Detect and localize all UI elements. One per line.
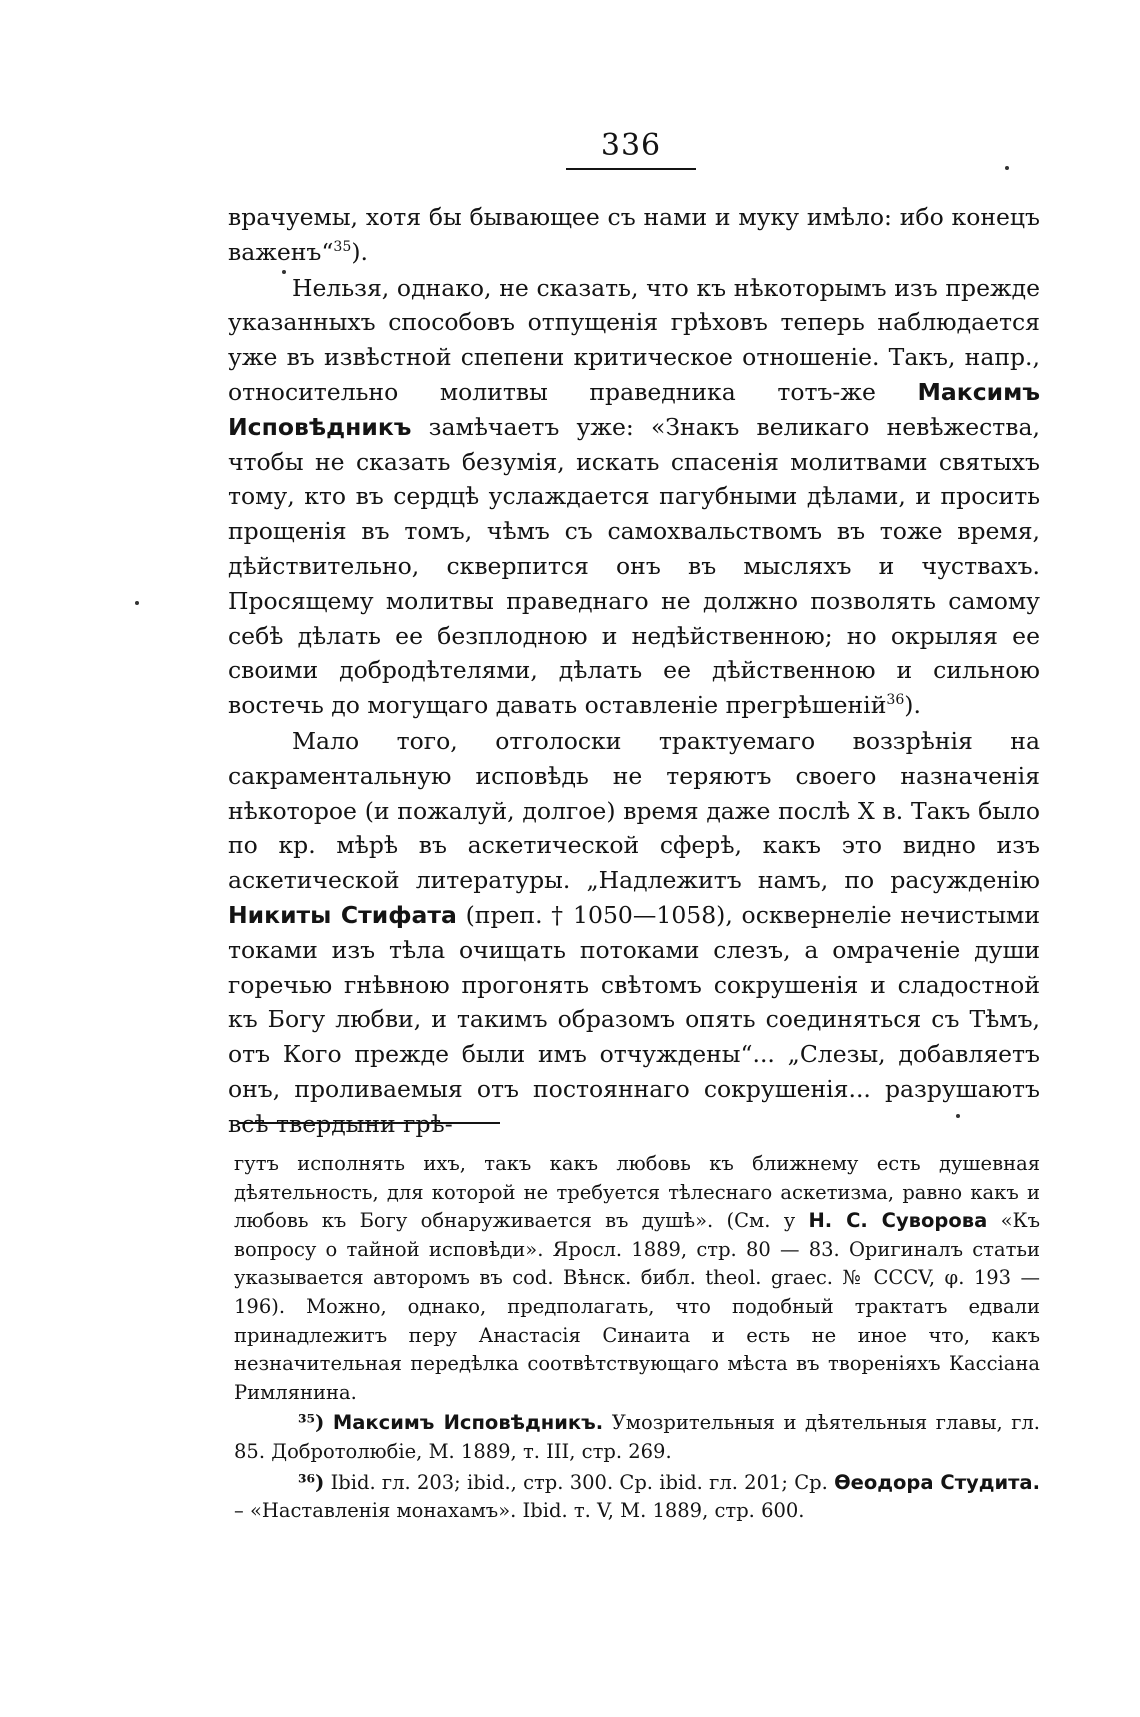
paragraph-1-tail: ).: [351, 237, 368, 266]
paragraph-1: [228, 200, 1040, 270]
paragraph-1-text: врачуемы, хотя бы бывающее съ нами и муку имѣло: ибо конецъ важенъ“: [228, 203, 1040, 266]
main-text: [228, 200, 1040, 1142]
paragraph-3: [228, 724, 1040, 1142]
footnote-35-author: Максимъ Исповѣдникъ.: [332, 1411, 604, 1435]
author-name-suvorov: Н. С. Суворова: [808, 1209, 988, 1233]
paragraph-3-text-a: Мало того, отголоски трактуемаго воззрѣнія на сакраментальную исповѣдь не теряютъ своего назначенія нѣкоторое (и пожалуй, долгое) время даже послѣ X в. Такъ было по кр. мѣрѣ въ аскетической сферѣ, какъ это видно изъ аскетической литературы. „Надлежитъ намъ, по расужденію: [228, 726, 1040, 895]
footnote-ref-36: 36: [886, 692, 905, 709]
page-number: 336: [600, 128, 662, 163]
paragraph-2-text-b: замѣчаетъ уже: «Знакъ великаго невѣжества, чтобы не сказать безумія, искать спасенія молитвами святыхъ тому, кто въ сердцѣ услаждается пагубными дѣлами, и просить прощенія въ томъ, чѣмъ съ самохвальствомъ въ тоже время, дѣйствительно, скверпится онъ въ мысляхъ и чуствахъ. Просящему молитвы праведнаго не должно позволять самому себѣ дѣлать ее безплодною и недѣйственною; но окрыляя ее своими добродѣтелями, дѣлать ее дѣйственною и сильною востечь до могущаго давать оставленіе прегрѣшеній: [228, 412, 1040, 720]
footnote-36-text-b: – «Наставленія монахамъ». Ibid. т. V, М. 1889, стр. 600.: [234, 1499, 805, 1523]
footnote-continuation-text-b: «Къ вопросу о тайной исповѣди». Яросл. 1889, стр. 80 — 83. Оригиналъ статьи указывается авторомъ въ cod. Вѣнск. библ. theol. graec. № CCCV, φ. 193 —196). Можно, однако, предполагать, что подобный трактатъ едвали принадлежитъ перу Анастасія Синаита и есть не иное что, какъ незначительная передѣлка соотвѣтствующаго мѣста въ твореніяхъ Кассіана Римлянина.: [234, 1209, 1041, 1404]
footnote-36-text-a: Ibid. гл. 203; ibid., стр. 300. Ср. ibid. гл. 201; Ср.: [330, 1470, 828, 1494]
footnote-35-mark: ³⁵): [298, 1411, 325, 1435]
scan-speck: [282, 270, 286, 274]
footnote-continuation-text-a: гутъ исполнять ихъ, такъ какъ любовь къ ближнему есть душевная дѣятельность, для которой не требуется тѣлеснаго аскетизма, равно какъ и любовь къ Богу обнаруживается въ душѣ». (См. у: [234, 1152, 1040, 1233]
footnote-36-author: Ѳеодора Студита.: [834, 1470, 1040, 1494]
paragraph-3-text-b: (преп. † 1050—1058), осквернеліе нечистыми токами изъ тѣла очищать потоками слезъ, а омраченіе души горечью гнѣвною прогонять свѣтомъ сокрушенія и сладостной къ Богу любви, и такимъ образомъ опять соединяться съ Тѣмъ, отъ Кого прежде были имъ отчуждены“... „Слезы, добавляетъ онъ, проливаемыя отъ постояннаго сокрушенія... разрушаютъ всѣ твердыни грѣ-: [228, 900, 1040, 1138]
footnote-35-text: Умозрительныя и дѣятельныя главы, гл. 85. Добротолюбіе, М. 1889, т. III, стр. 269.: [234, 1411, 1040, 1463]
author-name-nikita: Никиты Стифата: [228, 900, 457, 929]
scan-speck: [956, 1114, 960, 1118]
footnote-35: [234, 1409, 1040, 1466]
page-number-rule: [566, 168, 696, 170]
paragraph-2-tail: ).: [904, 691, 921, 720]
paragraph-2: [228, 271, 1040, 723]
footnote-rule: [238, 1122, 500, 1124]
footnote-continuation: [234, 1150, 1040, 1407]
author-name-maximus: Максимъ Исповѣдникъ: [228, 377, 1040, 441]
scan-speck: [1005, 166, 1009, 170]
footnote-36-mark: ³⁶): [298, 1470, 325, 1494]
footnotes: [234, 1150, 1040, 1526]
footnote-36: [234, 1469, 1040, 1526]
scan-speck: [135, 601, 139, 605]
footnote-ref-35: 35: [333, 238, 352, 255]
paragraph-2-text-a: Нельзя, однако, не сказать, что къ нѣкоторымъ изъ прежде указанныхъ способовъ отпущенія грѣховъ теперь наблюдается уже въ извѣстной спепени критическое отношеніе. Такъ, напр., относительно молитвы праведника тотъ-же: [228, 273, 1040, 406]
